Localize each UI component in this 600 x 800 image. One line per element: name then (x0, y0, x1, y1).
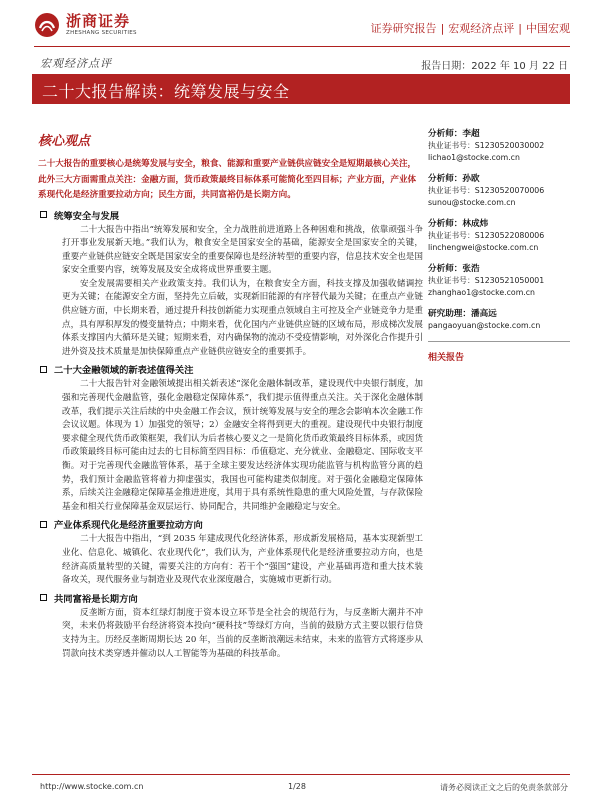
nav-separator: | (440, 22, 445, 35)
analyst-card (428, 173, 570, 209)
checkbox-bullet-icon (40, 521, 47, 528)
section-heading-text: 二十大金融领域的新表述值得关注 (54, 365, 194, 377)
section-heading-text: 统筹安全与发展 (54, 210, 120, 222)
disclaimer-note: 请务必阅读正文之后的免责条款部分 (440, 783, 568, 792)
brand-name: 浙商证券 (66, 11, 131, 30)
body-paragraph: 反垄断方面，资本红绿灯制度于资本设立环节是全社会的规范行为，与反垄断大潮并不冲突，未来仍将鼓励平台经济将资本投向“硬科技”等绿灯方向，当前的鼓励方式主要以银行信贷支持为主。历经反垄断周期长达 20 年，当前的反垄断浪潮远未结束，未来的监管方式将逐步从罚款向技术类穿透并催动以人工智能等为基础的科技革命。 (62, 607, 423, 659)
body-paragraph: 安全发展需要相关产业政策支持。我们认为，在粮食安全方面，科技支撑及加强收储调控更为关键；在能源安全方面，坚持先立后破，实现新旧能源的有序替代最为关键；在重点产业链供应链方面，中长期来看，通过提升科技创新能力实现重点领域自主可控及全产业链竞争力是重点，具有厚积厚发的慢变量特点；中期来看，优化国内产业链供应链的区域布局，形成梯次发展体系支撑国内大循环是关键；短期来看，对内确保物的流动不受疫情影响，对外深化合作提升引进外资及技术质量是加快保障重点产业链供应链安全的重要抓手。 (62, 278, 423, 357)
brand-logo-icon (34, 12, 60, 38)
analyst-card (428, 263, 570, 299)
report-header (0, 0, 600, 72)
analyst-name: 分析师：孙欧 (428, 174, 480, 184)
analyst-license: 执业证书号：S1230522080006 (428, 231, 545, 240)
related-reports-heading: 相关报告 (428, 353, 465, 363)
nav-separator: | (518, 22, 522, 35)
analyst-email-link[interactable]: sunou@stocke.com.cn (428, 198, 516, 207)
section-heading (38, 517, 423, 531)
analyst-license: 执业证书号：S1230520070006 (428, 186, 545, 195)
footer-divider (32, 774, 570, 775)
core-summary: 二十大报告的重要核心是统筹发展与安全，粮食、能源和重要产业链供应链安全是短期最核心关注，此外三大方面需重点关注：金融方面，货币政策最终目标体系可能简化至四目标；产业方面，产业体系现代化是经济重要拉动方向；民生方面，共同富裕仍是长期方向。 (38, 159, 417, 200)
page-number: 1/28 (288, 782, 306, 791)
analyst-license: 执业证书号：S1230521050001 (428, 276, 545, 285)
analyst-name: 分析师：张浩 (428, 264, 480, 274)
assistant-name: 研究助理：潘高远 (428, 309, 497, 319)
analyst-license: 执业证书号：S1230520030002 (428, 141, 545, 150)
analyst-name: 分析师：李超 (428, 129, 480, 139)
footer-website-link[interactable]: http://www.stocke.com.cn (40, 782, 144, 791)
analyst-sidebar (428, 128, 570, 363)
research-assistant-card (428, 308, 570, 332)
header-divider (34, 46, 570, 47)
body-paragraph: 二十大报告针对金融领域提出相关新表述“深化金融体制改革，建设现代中央银行制度，加强和完善现代金融监管，强化金融稳定保障体系”，我们提示值得重点关注。关于深化金融体制改革，我们提示关注后续的中央金融工作会议，预计统筹发展与安全的理念会影响本次金融工作会议议题。体现为 1）加强党的领导；2）金融安全将得到更大的重视。建设现代中央银行制度要求健全现代货币政策框架，我们认为后者核心要义之一是简化货币政策最终目标体系，或因货币政策最终目标可能由过去的七目标简至四目标：币值稳定、充分就业、金融稳定、国际收支平衡。对于完善现代金融监管体系，基于全球主要发达经济体实现功能监管与机构监管分离的趋势，我们预计金融监管将着力抑虚强实，我国也可能构建类似制度。对于强化金融稳定保障体系，后续关注金融稳定保障基金推进进度，其用于具有系统性隐患的重大风险处置，与存款保险基金和相关行业保障基金双层运行、协同配合，共同维护金融稳定与安全。 (62, 379, 423, 512)
report-type-nav (371, 20, 570, 36)
analyst-email-link[interactable]: lichao1@stocke.com.cn (428, 153, 520, 162)
nav-item-research-report: 证券研究报告 (370, 22, 437, 35)
report-date: 报告日期：2022 年 10 月 22 日 (421, 61, 568, 72)
checkbox-bullet-icon (40, 211, 47, 218)
core-viewpoints-heading: 核心观点 (38, 134, 91, 149)
nav-item-macro-commentary: 宏观经济点评 (448, 22, 515, 35)
section-heading (38, 591, 423, 605)
section-heading-text: 共同富裕是长期方向 (54, 593, 138, 605)
sidebar-divider (428, 341, 570, 342)
body-paragraph: 二十大报告中指出“统筹发展和安全，全力战胜前进道路上各种困难和挑战，依靠顽强斗争打开事业发展新天地。”我们认为，粮食安全是国家安全的基础，能源安全是国家安全的关键，重要产业链供应链安全既是国家安全的重要保障也是经济转型的重要内容，信息技术安全也是国家安全重要内容，统筹发展及安全成将成世界重要主题。 (62, 224, 423, 276)
analyst-name: 分析师：林成炜 (428, 219, 489, 229)
assistant-email-link[interactable]: pangaoyuan@stocke.com.cn (428, 321, 541, 330)
nav-item-china-macro: 中国宏观 (526, 22, 570, 35)
section-heading-text: 产业体系现代化是经济重要拉动方向 (54, 520, 203, 532)
report-footer (0, 770, 600, 800)
analyst-card (428, 128, 570, 164)
main-content (38, 130, 423, 661)
checkbox-bullet-icon (40, 366, 47, 373)
analyst-email-link[interactable]: linchengwei@stocke.com.cn (428, 243, 539, 252)
section-heading (38, 362, 423, 376)
body-paragraph: 二十大报告中指出，“到 2035 年建成现代化经济体系，形成新发展格局，基本实现新型工业化、信息化、城镇化、农业现代化”，我们认为，产业体系现代化是经济重要拉动方向，也是经济高质量转型的关键，需要关注的方向有：若干个“强国”建设，产业基础再造和重大技术装备攻关，现代服务业与制造业及现代农业深度融合，实施城市更新行动。 (62, 534, 423, 586)
analyst-email-link[interactable]: zhanghao1@stocke.com.cn (428, 288, 535, 297)
section-heading (38, 208, 423, 222)
analyst-card (428, 218, 570, 254)
brand-name-en: ZHESHANG SECURITIES (66, 29, 137, 36)
checkbox-bullet-icon (40, 594, 47, 601)
report-title: 二十大报告解读：统筹发展与安全 (42, 82, 290, 101)
document-category: 宏观经济点评 (40, 57, 112, 70)
brand-logo[interactable] (34, 12, 137, 38)
title-bar (32, 74, 570, 104)
